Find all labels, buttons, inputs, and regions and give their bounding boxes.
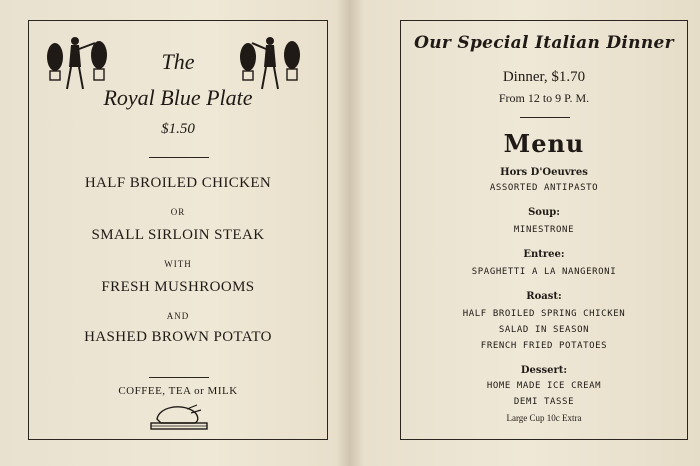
menu-title: Menu xyxy=(503,129,585,158)
plate-title-the: The xyxy=(161,49,195,74)
course-item: HOME MADE ICE CREAM xyxy=(486,381,602,391)
section-heading: Soup: xyxy=(528,207,560,218)
course-item: FRENCH FRIED POTATOES xyxy=(480,341,608,351)
menu-conjunction: OR xyxy=(170,207,186,217)
serving-hours: From 12 to 9 P. M. xyxy=(498,91,590,105)
course-item: SALAD IN SEASON xyxy=(498,325,590,335)
divider xyxy=(520,117,570,118)
divider xyxy=(149,377,209,378)
left-menu-page xyxy=(28,20,328,440)
course-item: ASSORTED ANTIPASTO xyxy=(489,183,599,193)
italian-dinner-header: Our Special Italian Dinner xyxy=(414,33,674,53)
section-heading: Roast: xyxy=(526,291,562,302)
section-heading: Entree: xyxy=(523,249,565,260)
menu-conjunction: AND xyxy=(166,311,190,321)
menu-item: HALF BROILED CHICKEN xyxy=(84,175,272,191)
course-item: HALF BROILED SPRING CHICKEN xyxy=(462,309,626,319)
beverages: COFFEE, TEA or MILK xyxy=(118,385,238,397)
menu-conjunction: WITH xyxy=(164,259,192,269)
course-item: MINESTRONE xyxy=(513,225,575,235)
plate-price: $1.50 xyxy=(161,121,195,137)
menu-item: SMALL SIRLOIN STEAK xyxy=(91,227,265,243)
roast-platter-icon xyxy=(147,401,211,433)
menu-item: HASHED BROWN POTATO xyxy=(84,329,272,345)
section-heading: Dessert: xyxy=(520,365,568,376)
plate-title: Royal Blue Plate xyxy=(103,85,253,110)
right-menu-page xyxy=(400,20,688,440)
section-heading: Hors D'Oeuvres xyxy=(500,167,588,178)
course-item: DEMI TASSE xyxy=(513,397,575,407)
course-item: SPAGHETTI A LA NANGERONI xyxy=(471,267,617,277)
menu-item: FRESH MUSHROOMS xyxy=(101,279,255,295)
dinner-price: Dinner, $1.70 xyxy=(502,69,586,85)
divider xyxy=(149,157,209,158)
extra-note: Large Cup 10c Extra xyxy=(506,413,582,423)
